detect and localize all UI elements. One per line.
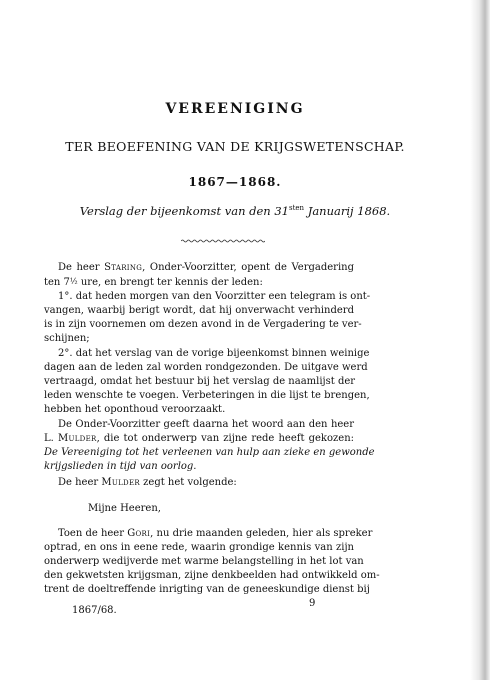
paragraph-line: 2°. dat het verslag van de vorige bijeenkomst binnen weinige <box>58 348 370 359</box>
paragraph-line: Toen de heer Gori, nu drie maanden geleden, hier als spreker <box>58 528 373 539</box>
society-title: VEREENIGING <box>165 101 305 117</box>
page-edge-shadow <box>470 0 490 680</box>
society-subtitle: TER BEOEFENING VAN DE KRIJGSWETENSCHAP. <box>65 139 405 154</box>
paragraph-line: den gekwetsten krijgsman, zijne denkbeelden had ontwikkeld om- <box>44 570 380 581</box>
lecture-title-line: krijgslieden in tijd van oorlog. <box>44 461 197 472</box>
paragraph-line: schijnen; <box>44 333 90 344</box>
paragraph-line: optrad, en ons in eene rede, waarin grondige kennis van zijn <box>44 542 354 553</box>
paragraph-line: is in zijn voornemen om dezen avond in de Vergadering te ver- <box>44 319 362 330</box>
paragraph-line: L. Mulder, die tot onderwerp van zijne rede heeft gekozen: <box>44 433 355 444</box>
page-number: 9 <box>309 598 316 609</box>
paragraph-line: De Onder-Voorzitter geeft daarna het woord aan den heer <box>58 419 354 430</box>
paragraph-line: leden wenschte te voegen. Verbeteringen in die lijst te brengen, <box>44 390 370 401</box>
years-heading: 1867—1868. <box>188 175 282 189</box>
paragraph-line: hebben het oponthoud veroorzaakt. <box>44 404 226 415</box>
paragraph-line: dagen aan de leden zal worden rondgezonden. De uitgave werd <box>44 362 368 373</box>
paragraph-line: De heer Mulder zegt het volgende: <box>58 477 237 488</box>
paragraph-line: vertraagd, omdat het bestuur bij het verslag de naamlijst der <box>44 376 356 387</box>
paragraph-line: De heer Staring, Onder-Voorzitter, opent de Vergadering <box>58 262 354 273</box>
ornamental-rule <box>181 239 265 243</box>
signature-mark: 1867/68. <box>72 605 117 616</box>
paragraph-line: trent de doeltreffende inrigting van de geneeskundige dienst bij <box>44 584 370 595</box>
paragraph-line: ten 7½ ure, en brengt ter kennis der leden: <box>44 277 263 288</box>
lecture-title-line: De Vereeniging tot het verleenen van hulp aan zieke en gewonde <box>44 447 375 458</box>
report-heading: Verslag der bijeenkomst van den $31^{sten}$ Januarij 1868. <box>79 204 391 218</box>
salutation: Mijne Heeren, <box>88 503 161 514</box>
paragraph-line: 1°. dat heden morgen van den Voorzitter een telegram is ont- <box>58 291 371 302</box>
paragraph-line: onderwerp wedijverde met warme belangstelling in het lot van <box>44 556 364 567</box>
paragraph-line: vangen, waarbij berigt wordt, dat hij onverwacht verhinderd <box>44 305 354 316</box>
